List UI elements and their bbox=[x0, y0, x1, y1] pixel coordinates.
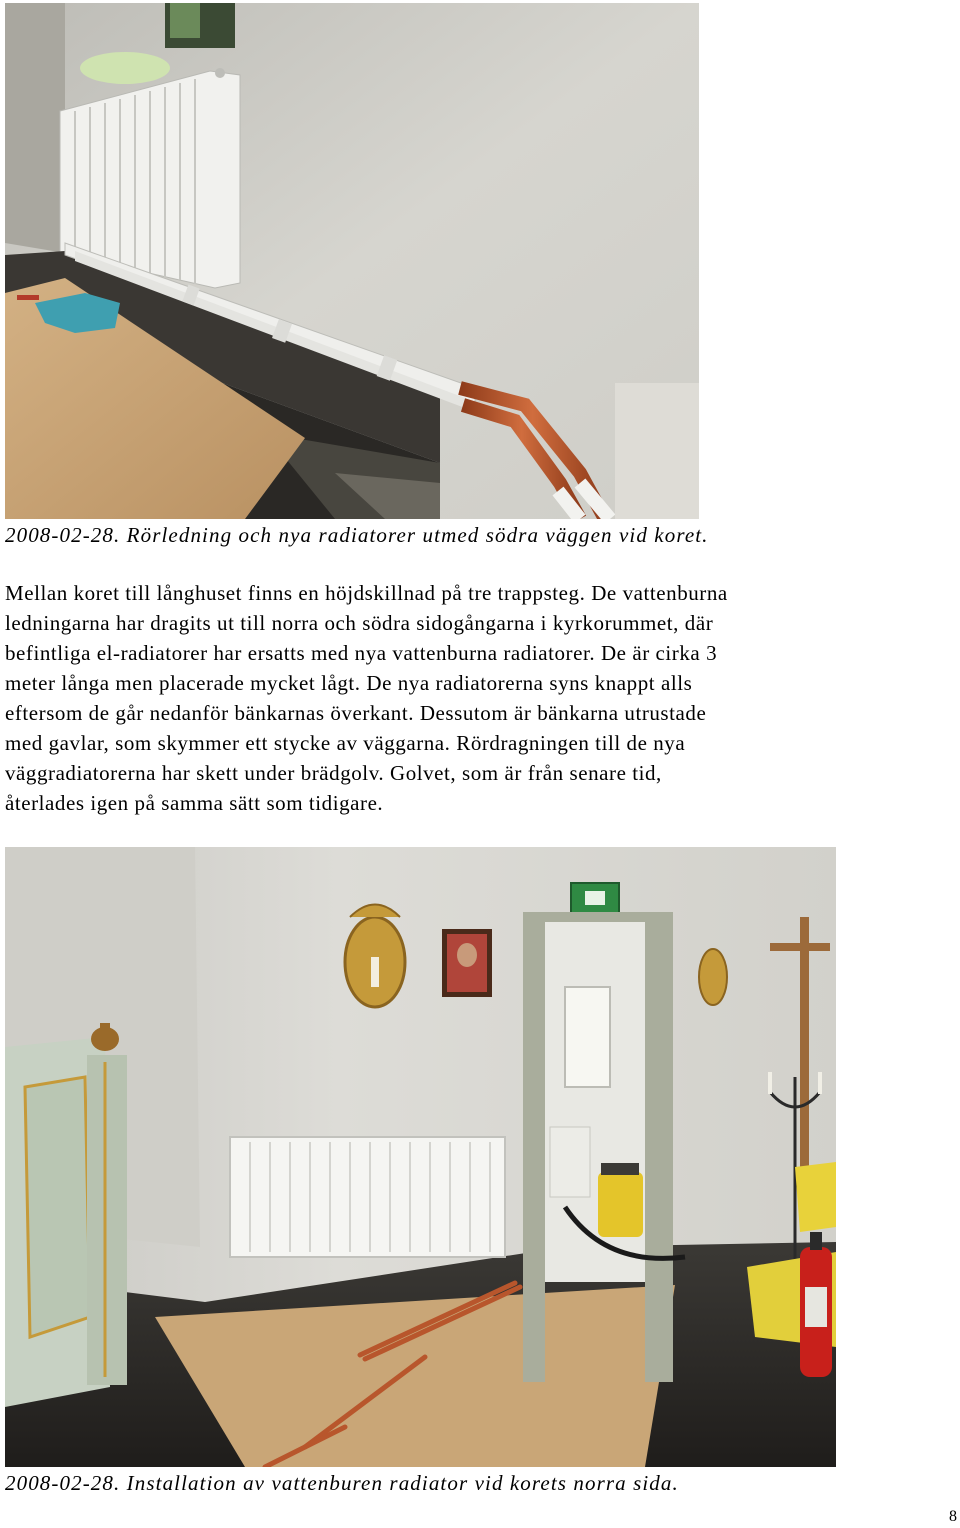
paragraph-line: meter långa men placerade mycket lågt. De nya radiatorerna syns knappt alls bbox=[5, 671, 693, 695]
photo-radiator-south-wall bbox=[5, 3, 699, 519]
paragraph-line: återlades igen på samma sätt som tidigare. bbox=[5, 791, 384, 815]
paragraph-line: eftersom de går nedanför bänkarnas överkant. Dessutom är bänkarna utrustade bbox=[5, 701, 707, 725]
paragraph-line: med gavlar, som skymmer ett stycke av väggarna. Rördragningen till de nya bbox=[5, 731, 686, 755]
page-number: 8 bbox=[949, 1508, 957, 1525]
photo-radiator-south-wall-image bbox=[5, 3, 699, 519]
paragraph-line: ledningarna har dragits ut till norra och södra sidogångarna i kyrkorummet, där bbox=[5, 611, 714, 635]
photo-radiator-north-side bbox=[5, 847, 836, 1467]
photo-radiator-north-side-image bbox=[5, 847, 836, 1467]
paragraph-line: väggradiatorerna har skett under brädgolv. Golvet, som är från senare tid, bbox=[5, 761, 662, 785]
caption-top-photo: 2008-02-28. Rörledning och nya radiatorer utmed södra väggen vid koret. bbox=[5, 523, 709, 547]
caption-bottom-photo: 2008-02-28. Installation av vattenburen radiator vid korets norra sida. bbox=[5, 1471, 679, 1495]
paragraph-line: befintliga el-radiatorer har ersatts med nya vattenburna radiatorer. De är cirka 3 bbox=[5, 641, 718, 665]
paragraph-installation bbox=[5, 578, 955, 818]
paragraph-line: Mellan koret till långhuset finns en höjdskillnad på tre trappsteg. De vattenburna bbox=[5, 581, 728, 605]
